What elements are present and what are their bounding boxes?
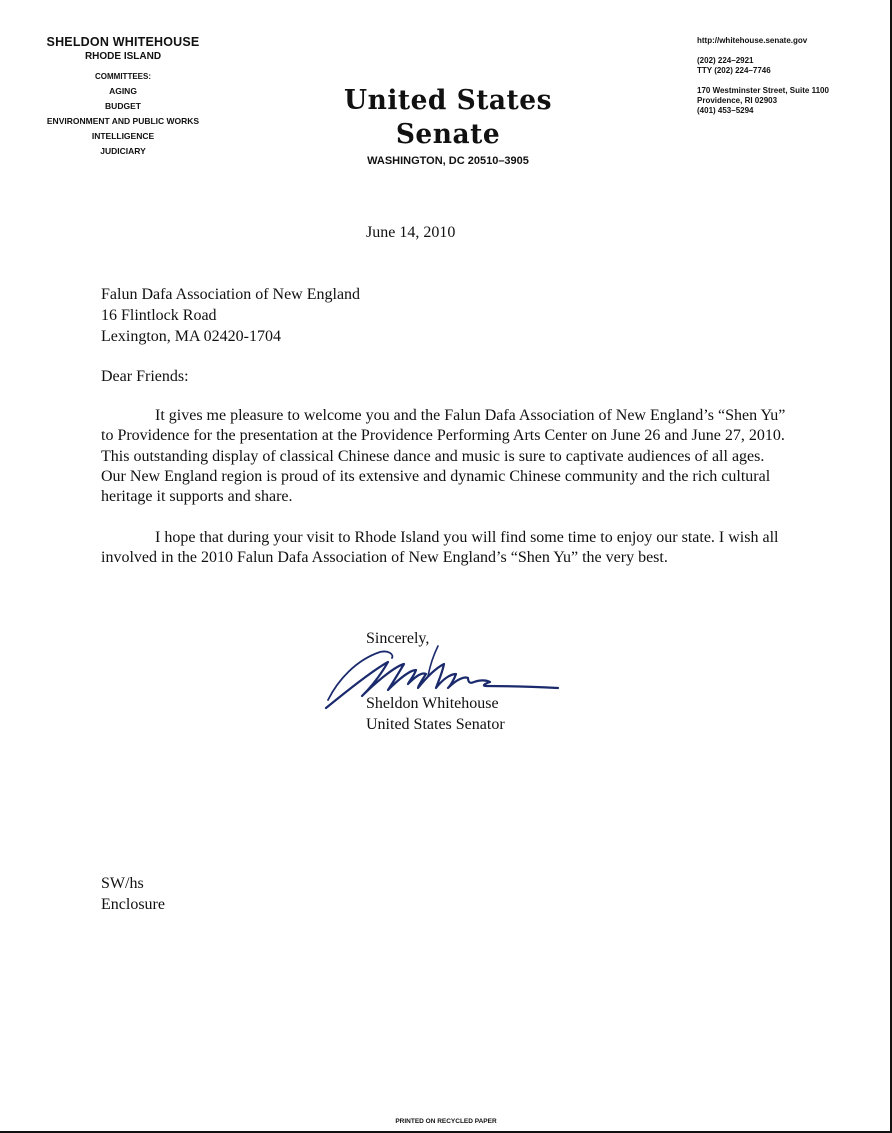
committee-item: INTELLIGENCE <box>91 131 155 141</box>
institution-city: WASHINGTON, DC 20510–3905 <box>367 155 529 167</box>
salutation: Dear Friends: <box>101 368 189 385</box>
closing: Sincerely, <box>366 630 430 647</box>
reference-block <box>101 873 165 915</box>
phone2-text: (401) 453–5294 <box>697 106 754 115</box>
senate-letterhead <box>300 84 596 168</box>
recycled-paper-note: PRINTED ON RECYCLED PAPER <box>395 1118 497 1125</box>
tty-text: TTY (202) 224–7746 <box>697 66 771 75</box>
signer-block <box>366 693 505 735</box>
signer-title: United States Senator <box>366 716 505 733</box>
senator-state: RHODE ISLAND <box>84 51 162 62</box>
recipient-line: 16 Flintlock Road <box>101 307 217 324</box>
senator-name: SHELDON WHITEHOUSE <box>46 35 200 49</box>
recipient-address <box>101 284 360 347</box>
committee-item: ENVIRONMENT AND PUBLIC WORKS <box>46 116 200 126</box>
contact-letterhead <box>697 36 887 116</box>
body-paragraph: I hope that during your visit to Rhode Island you will find some time to enjoy our state. I wish all involved in the 2010 Falun Dafa Association of New England’s “Shen Yu” the very best. <box>101 529 779 567</box>
phone-text: (202) 224–2921 <box>697 56 754 65</box>
institution-title: United States Senate <box>344 85 552 150</box>
website-text: http://whitehouse.senate.gov <box>697 36 808 45</box>
body-paragraph: It gives me pleasure to welcome you and the Falun Dafa Association of New England’s “Shen Yu” to Providence for the presentation at the Providence Performing Arts Center on June 26 and June 27, 2010. This outstanding display of classical Chinese dance and music is sure to captivate audiences of all ages. Our New England region is proud of its extensive and dynamic Chinese community and the rich cultural heritage it supports and share. <box>101 407 786 506</box>
senator-letterhead <box>30 34 216 159</box>
enclosure-note: Enclosure <box>101 896 165 913</box>
committee-item: JUDICIARY <box>100 146 146 156</box>
letter-date: June 14, 2010 <box>366 224 456 241</box>
signer-name: Sheldon Whitehouse <box>366 695 499 712</box>
committees-label: COMMITTEES: <box>95 72 151 81</box>
recipient-line: Falun Dafa Association of New England <box>101 286 361 303</box>
recipient-line: Lexington, MA 02420-1704 <box>101 328 281 345</box>
street-text: 170 Westminster Street, Suite 1100 <box>697 86 829 95</box>
committee-item: AGING <box>109 86 137 96</box>
city-text: Providence, RI 02903 <box>697 96 778 105</box>
committee-item: BUDGET <box>105 101 141 111</box>
typist-initials: SW/hs <box>101 875 144 892</box>
